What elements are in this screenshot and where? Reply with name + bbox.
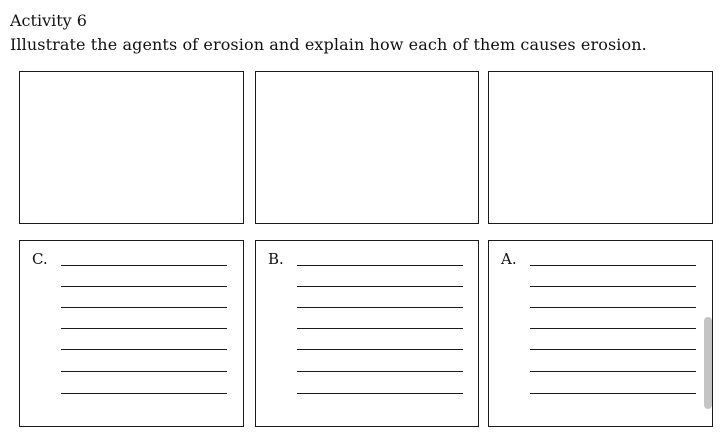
answer-line[interactable]: [61, 349, 227, 350]
answer-line[interactable]: [297, 371, 463, 372]
drawing-box-2[interactable]: [255, 71, 479, 224]
answer-line[interactable]: [530, 286, 696, 287]
answer-line[interactable]: [61, 286, 227, 287]
answer-line[interactable]: [530, 307, 696, 308]
answer-line[interactable]: [61, 265, 227, 266]
answer-letter: C.: [32, 250, 48, 268]
answer-line[interactable]: [530, 371, 696, 372]
answer-box-c: [19, 240, 244, 427]
drawing-box-1[interactable]: [19, 71, 244, 224]
drawing-box-3[interactable]: [488, 71, 713, 224]
answer-line[interactable]: [297, 349, 463, 350]
answer-letter: B.: [268, 250, 284, 268]
answer-line[interactable]: [297, 328, 463, 329]
answer-line[interactable]: [61, 393, 227, 394]
answer-line[interactable]: [530, 349, 696, 350]
answer-letter: A.: [501, 250, 517, 268]
answer-line[interactable]: [297, 286, 463, 287]
activity-title: Activity 6: [10, 11, 87, 30]
answer-line[interactable]: [61, 371, 227, 372]
answer-line[interactable]: [530, 328, 696, 329]
answer-line[interactable]: [297, 307, 463, 308]
answer-line[interactable]: [530, 265, 696, 266]
answer-box-a: [488, 240, 713, 427]
answer-box-b: [255, 240, 479, 427]
instruction-text: Illustrate the agents of erosion and explain how each of them causes erosion.: [10, 35, 647, 54]
answer-line[interactable]: [297, 393, 463, 394]
answer-line[interactable]: [530, 393, 696, 394]
answer-line[interactable]: [61, 328, 227, 329]
answer-line[interactable]: [61, 307, 227, 308]
answer-line[interactable]: [297, 265, 463, 266]
scrollbar-thumb[interactable]: [704, 317, 712, 409]
